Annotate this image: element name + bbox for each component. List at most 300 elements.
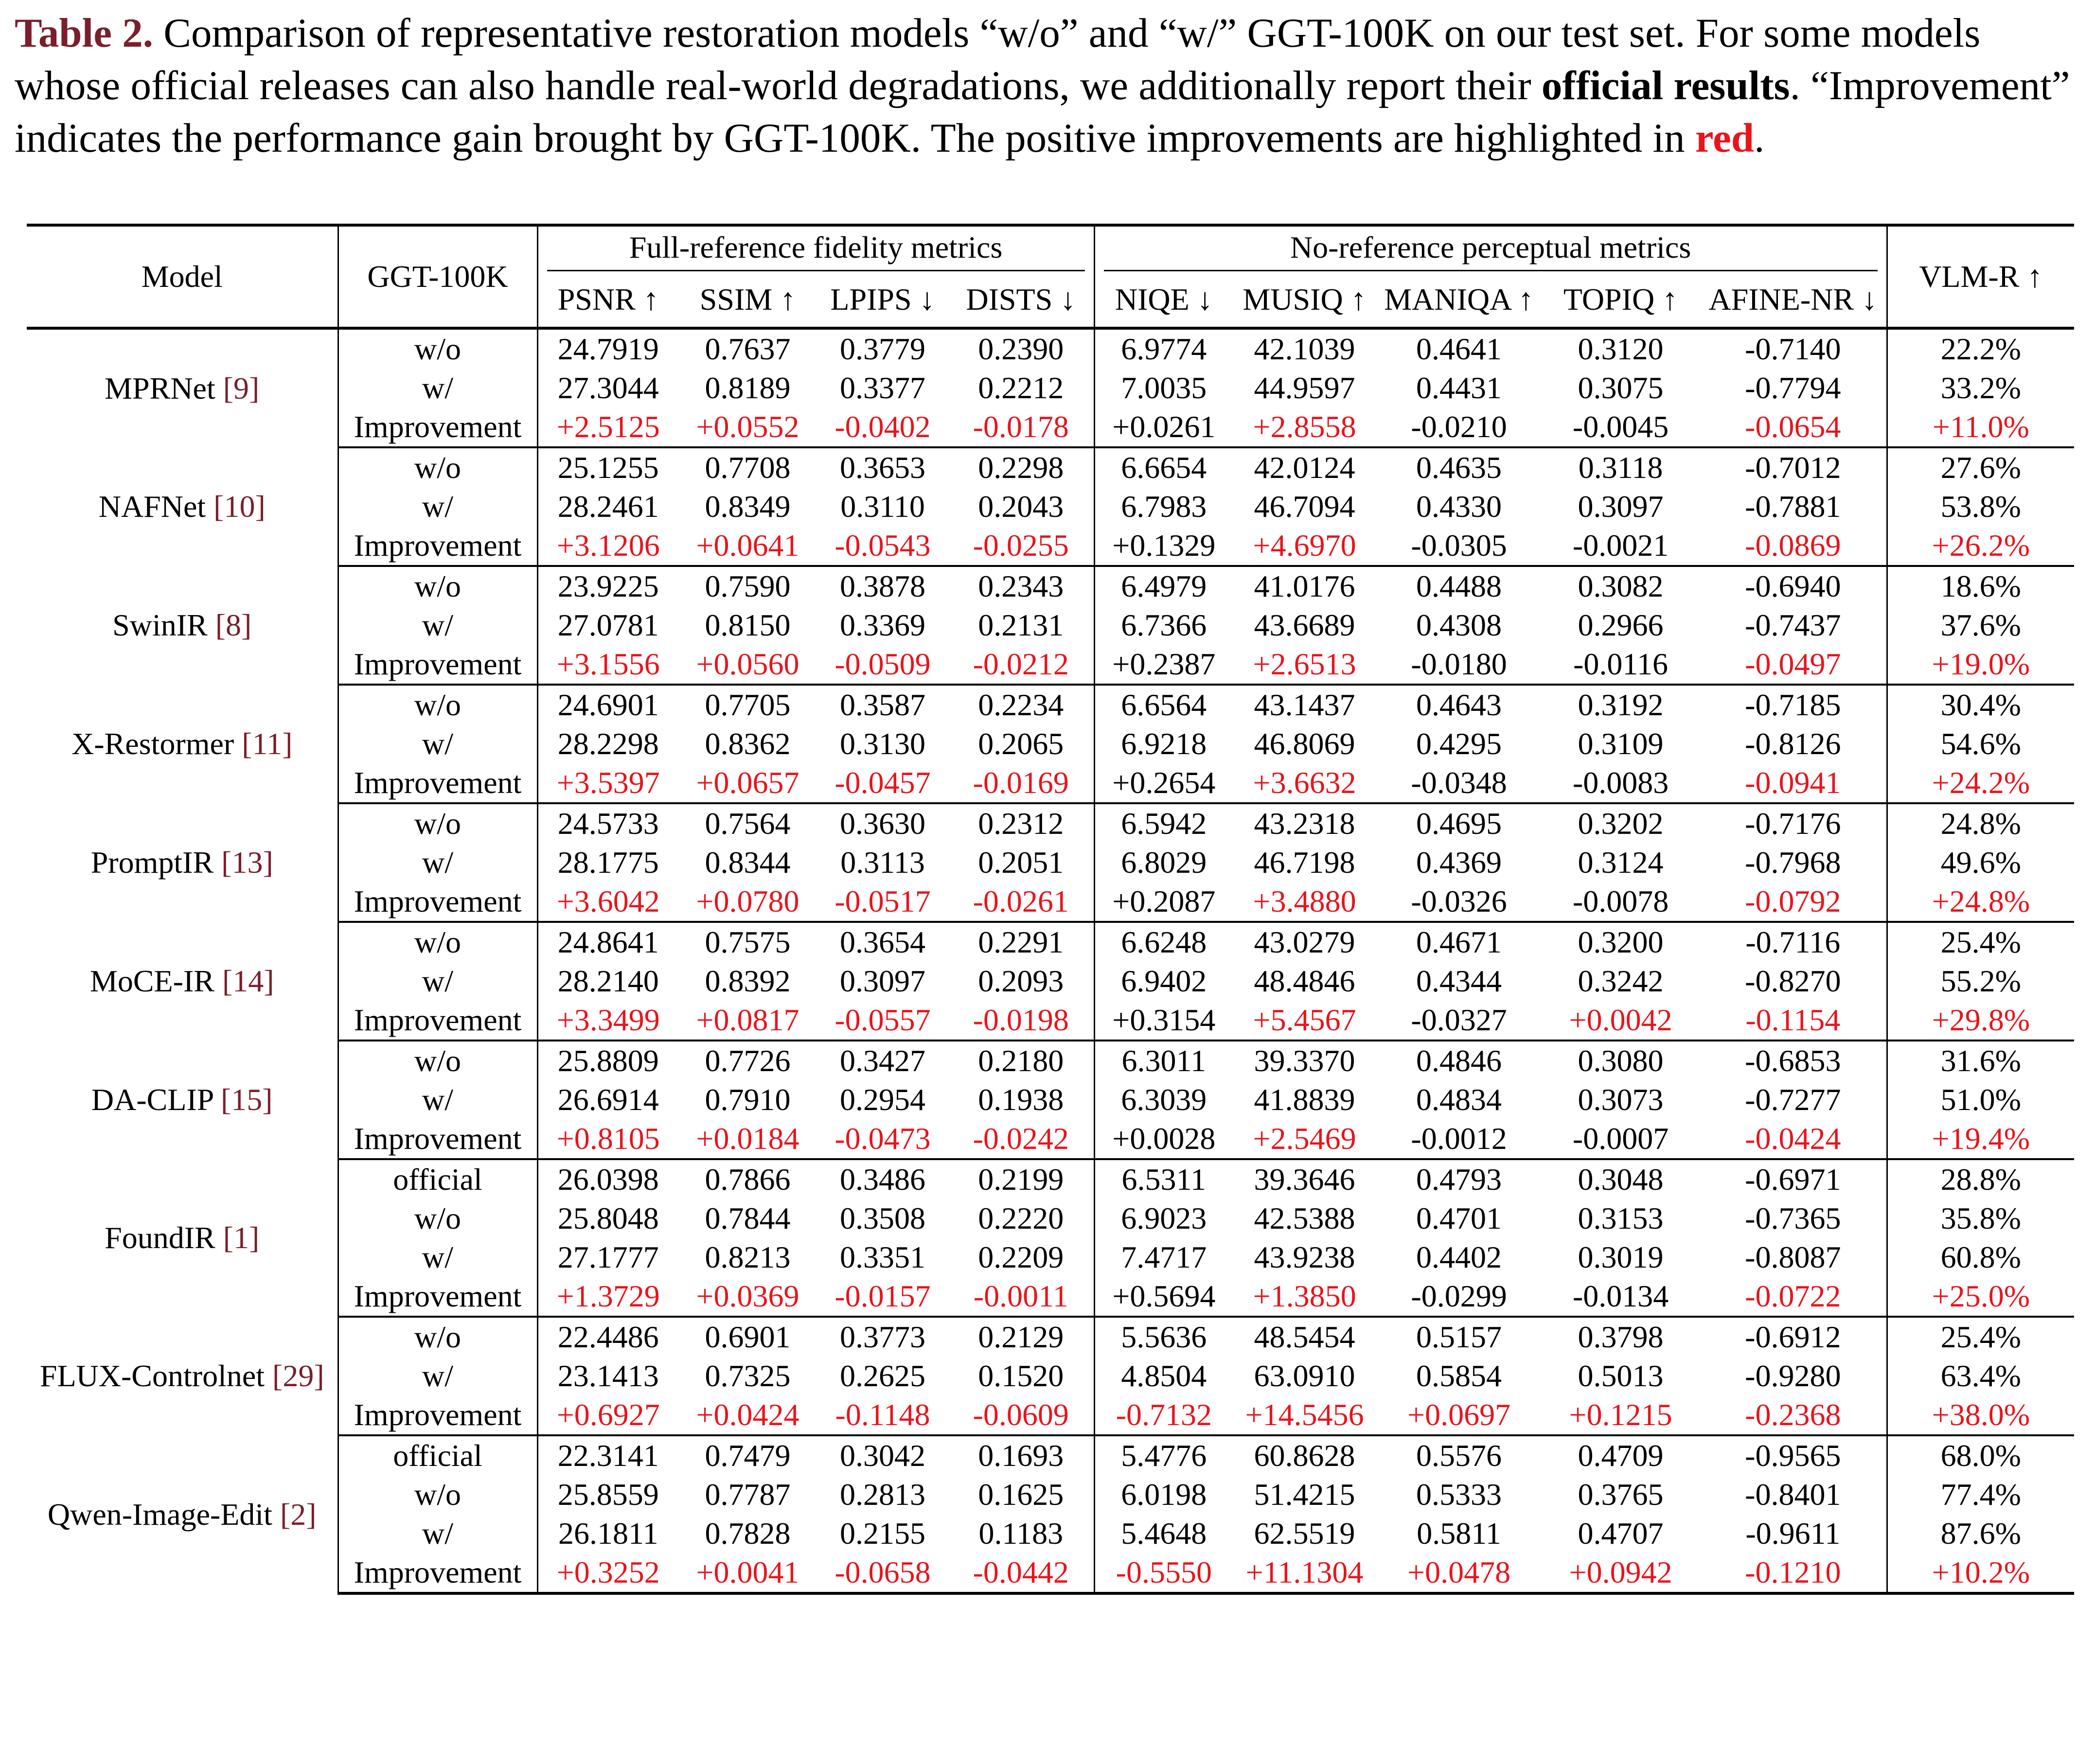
value-cell: 22.2% [1887, 328, 2074, 369]
condition-cell: w/o [338, 1317, 537, 1357]
value-cell: 42.0124 [1254, 450, 1355, 485]
value-cell: +3.5397 [537, 763, 678, 803]
value-cell: 6.6248 [1094, 922, 1233, 962]
value-cell: +0.0478 [1376, 1553, 1542, 1593]
value-cell: 0.3080 [1578, 1043, 1664, 1078]
value-cell: 49.6% [1887, 843, 2074, 882]
value-cell: +0.0261 [1094, 407, 1233, 447]
model-group-swinir [27, 566, 2074, 685]
value-cell: +0.0697 [1376, 1395, 1542, 1435]
condition-cell: w/ [338, 962, 537, 1001]
value-cell: 42.1039 [1254, 332, 1355, 366]
value-cell: 0.4330 [1416, 489, 1502, 524]
value-cell: 28.2298 [537, 724, 678, 763]
value-cell: 77.4% [1887, 1475, 2074, 1514]
condition-cell: w/o [338, 803, 537, 843]
header-metric-maniqa: MANIQA ↑ [1384, 282, 1534, 317]
value-cell: -0.0045 [1542, 407, 1700, 447]
value-cell: -0.0654 [1700, 407, 1887, 447]
value-cell: +10.2% [1887, 1553, 2074, 1593]
value-cell: 0.7866 [705, 1162, 791, 1197]
value-cell: 0.7564 [705, 806, 791, 841]
value-cell: 5.5636 [1094, 1317, 1233, 1357]
value-cell: 0.3242 [1578, 964, 1664, 998]
value-cell: +2.5125 [537, 407, 678, 447]
value-cell: 6.9218 [1094, 724, 1233, 763]
value-cell: 0.5811 [1417, 1516, 1501, 1551]
value-cell: 63.0910 [1254, 1358, 1355, 1393]
value-cell: -0.0457 [817, 763, 948, 803]
value-cell: 0.3427 [840, 1043, 925, 1078]
value-cell: 6.4979 [1094, 566, 1233, 606]
value-cell: 62.5519 [1254, 1516, 1355, 1551]
condition-cell: w/o [338, 922, 537, 962]
condition-cell: w/ [338, 843, 537, 882]
model-name: FoundIR [105, 1220, 215, 1255]
value-cell: +29.8% [1887, 1001, 2074, 1041]
value-cell: -0.0509 [817, 645, 948, 685]
value-cell: -0.2368 [1700, 1395, 1887, 1435]
value-cell: 0.8189 [705, 370, 791, 405]
value-cell: 0.4488 [1416, 569, 1502, 603]
value-cell: 6.9023 [1094, 1199, 1233, 1238]
value-cell: -0.8270 [1745, 964, 1841, 998]
model-name-cell [27, 1435, 338, 1593]
value-cell: 0.3110 [840, 489, 925, 524]
value-cell: 0.8349 [705, 489, 791, 524]
value-cell: +0.0942 [1542, 1553, 1700, 1593]
value-cell: 54.6% [1887, 724, 2074, 763]
value-cell: 6.3039 [1094, 1080, 1233, 1119]
condition-cell: w/o [338, 685, 537, 724]
value-cell: 0.2212 [978, 370, 1064, 405]
header-metric-ssim: SSIM ↑ [699, 282, 796, 317]
value-cell: -0.5550 [1094, 1553, 1233, 1593]
value-cell: +11.0% [1887, 407, 2074, 447]
model-group-x-restormer [27, 685, 2074, 803]
table-row [27, 566, 2074, 606]
citation-link[interactable]: [10] [213, 489, 266, 524]
condition-cell: Improvement [338, 645, 537, 685]
value-cell: 25.1255 [537, 447, 678, 487]
value-cell: 33.2% [1887, 369, 2074, 407]
value-cell: 24.8% [1887, 803, 2074, 843]
value-cell: -0.0116 [1542, 645, 1700, 685]
value-cell: 0.3109 [1578, 726, 1664, 761]
value-cell: 0.3153 [1578, 1201, 1664, 1235]
value-cell: 0.7910 [705, 1082, 791, 1117]
table-row [27, 803, 2074, 843]
value-cell: +4.6970 [1233, 526, 1376, 566]
value-cell: 0.8392 [705, 964, 791, 998]
model-name: FLUX-Controlnet [39, 1358, 265, 1393]
value-cell: 6.5311 [1094, 1159, 1233, 1199]
value-cell: 0.3048 [1578, 1162, 1664, 1197]
value-cell: 24.5733 [537, 803, 678, 843]
model-name: MoCE-IR [89, 964, 214, 998]
value-cell: -0.7176 [1745, 806, 1841, 841]
value-cell: -0.0255 [948, 526, 1094, 566]
condition-cell: w/ [338, 369, 537, 407]
value-cell: +0.2654 [1094, 763, 1233, 803]
value-cell: 68.0% [1887, 1435, 2074, 1475]
value-cell: -0.1148 [817, 1395, 948, 1435]
model-name-cell [27, 1159, 338, 1317]
value-cell: 0.3765 [1578, 1477, 1664, 1512]
table-row [27, 447, 2074, 487]
value-cell: +0.0817 [678, 1001, 817, 1041]
condition-cell: Improvement [338, 526, 537, 566]
value-cell: 25.4% [1887, 1317, 2074, 1357]
condition-cell: Improvement [338, 1553, 537, 1593]
citation-link[interactable]: [29] [272, 1358, 324, 1393]
condition-cell: w/o [338, 1041, 537, 1080]
value-cell: 27.6% [1887, 447, 2074, 487]
model-group-nafnet [27, 447, 2074, 566]
value-cell: 6.0198 [1094, 1475, 1233, 1514]
model-group-mprnet [27, 328, 2074, 447]
citation-link[interactable]: [8] [215, 608, 252, 642]
value-cell: 0.2051 [978, 845, 1064, 880]
value-cell: 0.2234 [978, 688, 1064, 722]
value-cell: +0.6927 [537, 1395, 678, 1435]
value-cell: 5.4648 [1094, 1514, 1233, 1553]
citation-link[interactable]: [2] [280, 1497, 317, 1532]
value-cell: 0.2209 [978, 1240, 1064, 1274]
model-name-cell [27, 447, 338, 566]
model-name-cell [27, 1041, 338, 1159]
value-cell: 0.4695 [1416, 806, 1502, 841]
value-cell: 87.6% [1887, 1514, 2074, 1553]
model-name: X-Restormer [71, 726, 234, 761]
model-name-cell [27, 922, 338, 1041]
condition-cell: official [338, 1159, 537, 1199]
model-name: DA-CLIP [91, 1082, 213, 1117]
value-cell: -0.7012 [1745, 450, 1841, 485]
value-cell: 28.8% [1887, 1159, 2074, 1199]
value-cell: -0.0083 [1542, 763, 1700, 803]
value-cell: 42.5388 [1254, 1201, 1355, 1235]
value-cell: 0.4402 [1416, 1240, 1502, 1274]
citation-link[interactable]: [13] [221, 845, 273, 880]
value-cell: 0.2155 [840, 1516, 925, 1551]
value-cell: 27.3044 [537, 369, 678, 407]
value-cell: 0.7828 [705, 1516, 791, 1551]
value-cell: -0.6940 [1745, 569, 1841, 603]
value-cell: +0.0560 [678, 645, 817, 685]
table-label: Table 2. [15, 10, 154, 56]
value-cell: +25.0% [1887, 1277, 2074, 1317]
value-cell: 51.0% [1887, 1080, 2074, 1119]
value-cell: 0.3130 [840, 726, 925, 761]
caption-text-a: Comparison of representative restoration models “w/o” and “w/” GGT-100K on our test set. For some models whose official releases can also handle real-world degradations, we additionally report their [15, 10, 1981, 108]
value-cell: 24.6901 [537, 685, 678, 724]
value-cell: 22.3141 [537, 1435, 678, 1475]
value-cell: 0.8150 [705, 608, 791, 642]
table-row [27, 1159, 2074, 1199]
value-cell: 0.3587 [840, 688, 925, 722]
value-cell: +0.2087 [1094, 882, 1233, 922]
value-cell: -0.7437 [1745, 608, 1841, 642]
value-cell: 6.7366 [1094, 606, 1233, 645]
model-group-promptir [27, 803, 2074, 922]
value-cell: 0.3019 [1578, 1240, 1664, 1274]
value-cell: -0.0543 [817, 526, 948, 566]
value-cell: -0.7365 [1745, 1201, 1841, 1235]
value-cell: -0.0327 [1376, 1001, 1542, 1041]
value-cell: -0.7881 [1745, 489, 1841, 524]
value-cell: 24.8641 [537, 922, 678, 962]
value-cell: +24.2% [1887, 763, 2074, 803]
model-name-cell [27, 566, 338, 685]
value-cell: 6.7983 [1094, 487, 1233, 526]
value-cell: -0.9280 [1745, 1358, 1841, 1393]
model-name-cell [27, 328, 338, 447]
value-cell: -0.1154 [1700, 1001, 1887, 1041]
value-cell: 0.5576 [1416, 1438, 1502, 1473]
value-cell: 0.3097 [1578, 489, 1664, 524]
model-group-da-clip [27, 1041, 2074, 1159]
value-cell: -0.8087 [1745, 1240, 1841, 1274]
value-cell: 4.8504 [1094, 1357, 1233, 1395]
value-cell: -0.0261 [948, 882, 1094, 922]
value-cell: -0.9565 [1745, 1438, 1841, 1473]
header-row-groups [27, 225, 2074, 272]
value-cell: 0.1693 [978, 1438, 1064, 1473]
value-cell: 26.6914 [537, 1080, 678, 1119]
condition-cell: Improvement [338, 407, 537, 447]
value-cell: -0.7185 [1745, 688, 1841, 722]
condition-cell: Improvement [338, 763, 537, 803]
value-cell: -0.0722 [1700, 1277, 1887, 1317]
value-cell: +0.1329 [1094, 526, 1233, 566]
value-cell: 30.4% [1887, 685, 2074, 724]
value-cell: -0.0242 [948, 1119, 1094, 1159]
value-cell: +19.0% [1887, 645, 2074, 685]
value-cell: -0.0011 [948, 1277, 1094, 1317]
value-cell: 48.5454 [1254, 1320, 1355, 1354]
citation-link[interactable]: [14] [222, 964, 274, 998]
value-cell: 0.5013 [1578, 1358, 1664, 1393]
model-name: NAFNet [98, 489, 206, 524]
citation-link[interactable]: [15] [220, 1082, 273, 1117]
value-cell: 46.8069 [1254, 726, 1355, 761]
value-cell: 6.8029 [1094, 843, 1233, 882]
value-cell: 41.8839 [1254, 1082, 1355, 1117]
value-cell: -0.0326 [1376, 882, 1542, 922]
citation-link[interactable]: [9] [223, 371, 260, 406]
value-cell: +2.8558 [1233, 407, 1376, 447]
value-cell: 43.1437 [1254, 688, 1355, 722]
value-cell: 0.1520 [978, 1358, 1064, 1393]
value-cell: 0.4793 [1416, 1162, 1502, 1197]
value-cell: 0.7590 [705, 569, 791, 603]
value-cell: -0.0305 [1376, 526, 1542, 566]
value-cell: -0.7794 [1745, 370, 1841, 405]
value-cell: 25.8048 [537, 1199, 678, 1238]
value-cell: 41.0176 [1254, 569, 1355, 603]
value-cell: 0.3773 [840, 1320, 925, 1354]
header-group-full-reference [537, 225, 1094, 272]
value-cell: -0.0078 [1542, 882, 1700, 922]
value-cell: 0.3508 [840, 1201, 925, 1235]
model-name: MPRNet [105, 371, 215, 406]
value-cell: 0.4295 [1416, 726, 1502, 761]
value-cell: 0.2180 [978, 1043, 1064, 1078]
value-cell: 43.6689 [1254, 608, 1355, 642]
condition-cell: w/ [338, 1357, 537, 1395]
value-cell: 0.3654 [840, 925, 925, 959]
citation-link[interactable]: [11] [242, 726, 293, 761]
value-cell: 0.2131 [978, 608, 1064, 642]
value-cell: -0.0198 [948, 1001, 1094, 1041]
value-cell: 23.1413 [537, 1357, 678, 1395]
condition-cell: Improvement [338, 1119, 537, 1159]
header-metric-lpips: LPIPS ↓ [830, 282, 935, 317]
value-cell: +0.0780 [678, 882, 817, 922]
value-cell: -0.0517 [817, 882, 948, 922]
value-cell: 0.4643 [1416, 688, 1502, 722]
value-cell: -0.0557 [817, 1001, 948, 1041]
value-cell: +3.6042 [537, 882, 678, 922]
value-cell: 0.3878 [840, 569, 925, 603]
value-cell: -0.0299 [1376, 1277, 1542, 1317]
value-cell: 0.3097 [840, 964, 925, 998]
header-vlm-r: VLM-R ↑ [1887, 225, 2074, 328]
caption-bold-text: official results [1541, 63, 1790, 108]
value-cell: +26.2% [1887, 526, 2074, 566]
value-cell: 0.7787 [705, 1477, 791, 1512]
value-cell: +0.0041 [678, 1553, 817, 1593]
condition-cell: w/o [338, 447, 537, 487]
value-cell: 6.6564 [1094, 685, 1233, 724]
value-cell: +0.1215 [1542, 1395, 1700, 1435]
value-cell: 43.0279 [1254, 925, 1355, 959]
value-cell: 0.3124 [1578, 845, 1664, 880]
model-group-flux-controlnet [27, 1317, 2074, 1435]
value-cell: 0.2298 [978, 450, 1064, 485]
value-cell: -0.7116 [1745, 925, 1841, 959]
group-full-reference-label: Full-reference fidelity metrics [547, 228, 1085, 271]
table-row [27, 328, 2074, 369]
model-name: Qwen-Image-Edit [47, 1497, 272, 1532]
value-cell: +3.1556 [537, 645, 678, 685]
value-cell: 0.4308 [1416, 608, 1502, 642]
value-cell: 0.4431 [1416, 370, 1502, 405]
value-cell: -0.0178 [948, 407, 1094, 447]
value-cell: 0.7575 [705, 925, 791, 959]
value-cell: +3.3499 [537, 1001, 678, 1041]
value-cell: 0.3192 [1578, 688, 1664, 722]
value-cell: +0.0042 [1542, 1001, 1700, 1041]
value-cell: -0.6971 [1745, 1162, 1841, 1197]
value-cell: 0.7479 [705, 1438, 791, 1473]
value-cell: -0.8126 [1745, 726, 1841, 761]
value-cell: 0.4834 [1416, 1082, 1502, 1117]
model-name-cell [27, 685, 338, 803]
value-cell: 0.4709 [1578, 1438, 1664, 1473]
value-cell: 63.4% [1887, 1357, 2074, 1395]
table-header [27, 225, 2074, 328]
value-cell: -0.0424 [1700, 1119, 1887, 1159]
citation-link[interactable]: [1] [223, 1220, 260, 1255]
value-cell: -0.0212 [948, 645, 1094, 685]
value-cell: +38.0% [1887, 1395, 2074, 1435]
model-group-foundir [27, 1159, 2074, 1317]
value-cell: -0.0442 [948, 1553, 1094, 1593]
value-cell: -0.0012 [1376, 1119, 1542, 1159]
value-cell: +3.1206 [537, 526, 678, 566]
value-cell: +0.8105 [537, 1119, 678, 1159]
value-cell: 0.8362 [705, 726, 791, 761]
value-cell: 0.3369 [840, 608, 925, 642]
value-cell: 23.9225 [537, 566, 678, 606]
value-cell: 24.7919 [537, 328, 678, 369]
value-cell: 0.2813 [840, 1477, 925, 1512]
model-name: PromptIR [90, 845, 214, 880]
value-cell: 0.3082 [1578, 569, 1664, 603]
value-cell: +1.3729 [537, 1277, 678, 1317]
value-cell: 44.9597 [1254, 370, 1355, 405]
value-cell: 0.1183 [978, 1516, 1064, 1551]
value-cell: 0.2093 [978, 964, 1064, 998]
condition-cell: w/ [338, 1514, 537, 1553]
value-cell: 0.8344 [705, 845, 791, 880]
value-cell: 53.8% [1887, 487, 2074, 526]
value-cell: 0.4344 [1416, 964, 1502, 998]
value-cell: 60.8% [1887, 1238, 2074, 1277]
value-cell: -0.0792 [1700, 882, 1887, 922]
value-cell: 7.4717 [1094, 1238, 1233, 1277]
condition-cell: w/o [338, 328, 537, 369]
condition-cell: w/o [338, 1199, 537, 1238]
value-cell: 0.2343 [978, 569, 1064, 603]
value-cell: +2.5469 [1233, 1119, 1376, 1159]
value-cell: +0.0657 [678, 763, 817, 803]
value-cell: 18.6% [1887, 566, 2074, 606]
value-cell: 0.4635 [1416, 450, 1502, 485]
value-cell: 28.2140 [537, 962, 678, 1001]
value-cell: 0.2220 [978, 1201, 1064, 1235]
value-cell: +1.3850 [1233, 1277, 1376, 1317]
value-cell: -0.0169 [948, 763, 1094, 803]
value-cell: 35.8% [1887, 1199, 2074, 1238]
value-cell: 0.5333 [1416, 1477, 1502, 1512]
value-cell: -0.7968 [1745, 845, 1841, 880]
value-cell: +14.5456 [1233, 1395, 1376, 1435]
value-cell: 0.2390 [978, 332, 1064, 366]
value-cell: -0.7277 [1745, 1082, 1841, 1117]
value-cell: 0.3653 [840, 450, 925, 485]
value-cell: 0.5157 [1416, 1320, 1502, 1354]
caption-text-b: . “Improvement” indicates the performance gain brought by GGT-100K. The positive improvements are highlighted in [15, 63, 2070, 161]
value-cell: +5.4567 [1233, 1001, 1376, 1041]
value-cell: 0.3798 [1578, 1320, 1664, 1354]
condition-cell: w/ [338, 487, 537, 526]
table-row [27, 1435, 2074, 1475]
caption-text-c: . [1754, 115, 1765, 161]
value-cell: 22.4486 [537, 1317, 678, 1357]
model-group-qwen-image-edit [27, 1435, 2074, 1593]
value-cell: 27.0781 [537, 606, 678, 645]
value-cell: 26.1811 [537, 1514, 678, 1553]
value-cell: -0.0007 [1542, 1119, 1700, 1159]
value-cell: 0.2625 [840, 1358, 925, 1393]
value-cell: +11.1304 [1233, 1553, 1376, 1593]
header-metric-psnr: PSNR ↑ [537, 272, 678, 328]
value-cell: +0.5694 [1094, 1277, 1233, 1317]
value-cell: -0.0021 [1542, 526, 1700, 566]
